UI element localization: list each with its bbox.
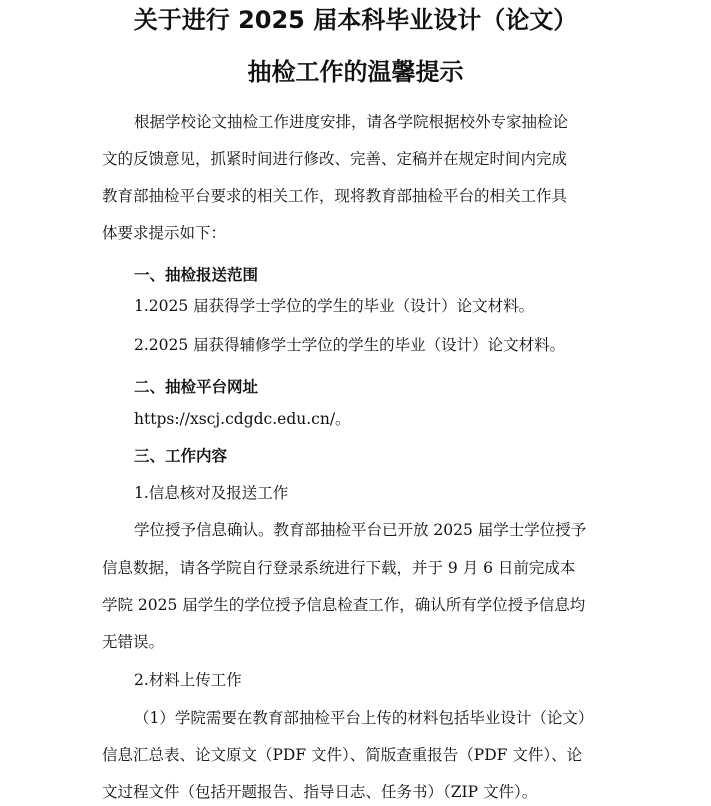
platform-url: https://xscj.cdgdc.edu.cn/。 <box>134 410 351 428</box>
subsection-heading-upload: 2.材料上传工作 <box>134 671 242 689</box>
scope-item: 1.2025 届获得学士学位的学生的毕业（设计）论文材料。 <box>134 297 535 315</box>
document-title-line-2: 抽检工作的温馨提示 <box>247 58 464 86</box>
subsection-heading-info-check: 1.信息核对及报送工作 <box>134 484 289 502</box>
upload-line: 文过程文件（包括开题报告、指导日志、任务书）（ZIP 文件）。 <box>102 783 538 801</box>
info-check-line: 无错误。 <box>102 633 165 651</box>
section-heading-work-content: 三、工作内容 <box>134 447 228 465</box>
info-check-line: 学位授予信息确认。教育部抽检平台已开放 2025 届学士学位授予 <box>134 521 587 539</box>
info-check-line: 学院 2025 届学生的学位授予信息检查工作，确认所有学位授予信息均 <box>102 596 586 614</box>
section-heading-platform: 二、抽检平台网址 <box>134 378 259 396</box>
intro-line: 文的反馈意见，抓紧时间进行修改、完善、定稿并在规定时间内完成 <box>102 150 568 168</box>
intro-line: 体要求提示如下： <box>102 224 227 242</box>
upload-line: （1）学院需要在教育部抽检平台上传的材料包括毕业设计（论文） <box>134 709 594 727</box>
upload-line: 信息汇总表、论文原文（PDF 文件）、简版查重报告（PDF 文件）、论 <box>102 746 583 764</box>
intro-line: 根据学校论文抽检工作进度安排，请各学院根据校外专家抽检论 <box>134 113 569 131</box>
document-title-line-1: 关于进行 2025 届本科毕业设计（论文） <box>133 6 578 34</box>
section-heading-scope: 一、抽检报送范围 <box>134 266 259 284</box>
info-check-line: 信息数据，请各学院自行登录系统进行下载，并于 9 月 6 日前完成本 <box>102 559 576 577</box>
intro-line: 教育部抽检平台要求的相关工作，现将教育部抽检平台的相关工作具 <box>102 187 568 205</box>
scope-item: 2.2025 届获得辅修学士学位的学生的毕业（设计）论文材料。 <box>134 336 566 354</box>
